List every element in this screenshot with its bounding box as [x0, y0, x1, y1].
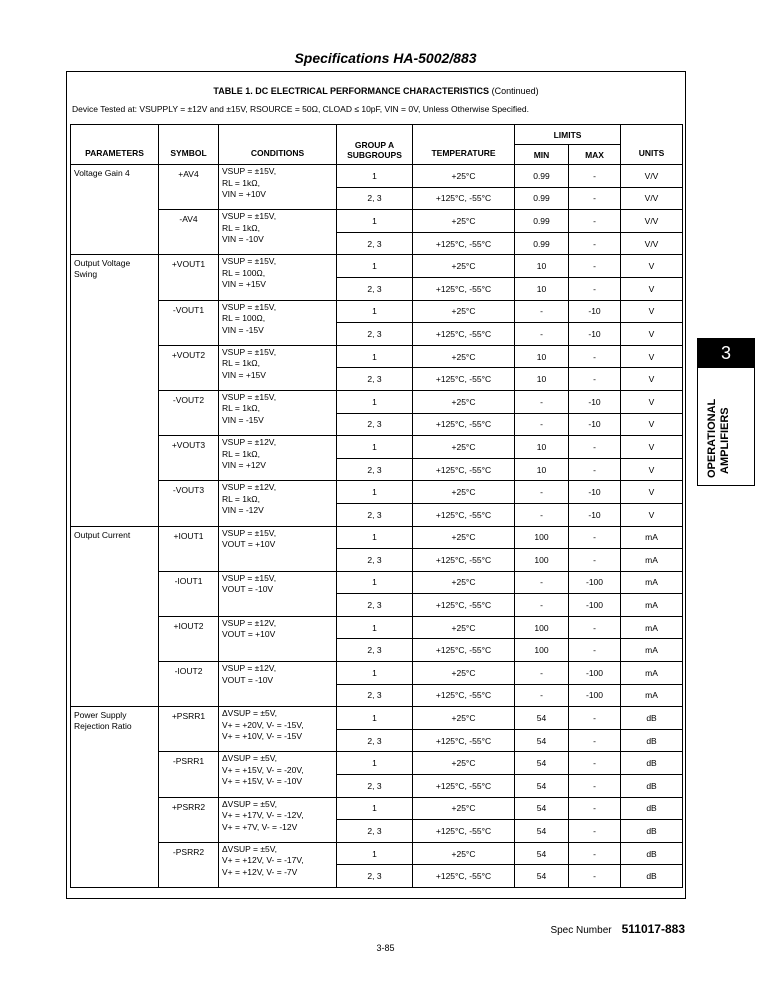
max-cell: - [569, 526, 621, 549]
conditions-cell [219, 345, 337, 390]
min-cell: 100 [515, 639, 569, 662]
max-cell: -10 [569, 503, 621, 526]
subgroup-cell: 2, 3 [337, 729, 413, 752]
min-cell: 10 [515, 345, 569, 368]
symbol-cell: +PSRR1 [159, 707, 219, 752]
min-cell: - [515, 571, 569, 594]
condition-line: VSUP = ±15V, [222, 391, 277, 402]
conditions-cell [219, 300, 337, 345]
min-cell: 0.99 [515, 232, 569, 255]
table-row [71, 662, 683, 685]
spec-number-footer [550, 922, 685, 936]
subgroup-cell: 1 [337, 345, 413, 368]
min-cell: 54 [515, 797, 569, 820]
min-cell: - [515, 684, 569, 707]
symbol-cell: +IOUT2 [159, 616, 219, 661]
page-title: Specifications HA-5002/883 [294, 50, 477, 66]
condition-line: VIN = +12V [222, 460, 266, 471]
max-cell: - [569, 436, 621, 459]
header-min: MIN [515, 145, 569, 165]
condition-line: RL = 1kΩ, [222, 403, 260, 414]
units-cell: V/V [621, 232, 683, 255]
subgroup-cell: 1 [337, 436, 413, 459]
min-cell: 54 [515, 729, 569, 752]
subgroup-cell: 1 [337, 210, 413, 233]
temperature-cell: +25°C [413, 300, 515, 323]
units-cell: dB [621, 842, 683, 865]
symbol-cell: +AV4 [159, 165, 219, 210]
condition-line: VOUT = +10V [222, 539, 276, 549]
min-cell: - [515, 300, 569, 323]
condition-line: VSUP = ±12V, [222, 663, 277, 674]
condition-line: V+ = +7V, V- = -12V [222, 821, 298, 832]
header-max: MAX [569, 145, 621, 165]
max-cell: - [569, 797, 621, 820]
table-row [71, 752, 683, 775]
units-cell: V [621, 300, 683, 323]
min-cell: 54 [515, 865, 569, 888]
min-cell: - [515, 662, 569, 685]
subgroup-cell: 1 [337, 255, 413, 278]
table-row [71, 345, 683, 368]
subgroup-cell: 2, 3 [337, 413, 413, 436]
conditions-cell [219, 571, 337, 616]
min-cell: 10 [515, 255, 569, 278]
condition-line: VIN = -15V [222, 414, 264, 425]
conditions-cell [219, 165, 337, 210]
min-cell: - [515, 481, 569, 504]
temperature-cell: +125°C, -55°C [413, 684, 515, 707]
max-cell: - [569, 165, 621, 188]
units-cell: mA [621, 526, 683, 549]
min-cell: - [515, 390, 569, 413]
table-row [71, 616, 683, 639]
subgroup-cell: 1 [337, 481, 413, 504]
min-cell: 10 [515, 368, 569, 391]
conditions-cell [219, 707, 337, 752]
units-cell: V [621, 255, 683, 278]
condition-line: VIN = +15V [222, 279, 266, 290]
condition-line: RL = 1kΩ, [222, 177, 260, 188]
condition-line: VSUP = ±15V, [222, 346, 277, 357]
temperature-cell: +125°C, -55°C [413, 865, 515, 888]
table-row [71, 481, 683, 504]
table-title-continued: (Continued) [491, 86, 539, 96]
section-label-line2: AMPLIFIERS [719, 407, 731, 474]
temperature-cell: +125°C, -55°C [413, 594, 515, 617]
section-number: 3 [697, 338, 755, 368]
condition-line: VOUT = +10V [222, 629, 276, 640]
temperature-cell: +25°C [413, 210, 515, 233]
units-cell: dB [621, 752, 683, 775]
subgroup-cell: 1 [337, 571, 413, 594]
condition-line: VSUP = ±15V, [222, 301, 277, 312]
temperature-cell: +25°C [413, 436, 515, 459]
symbol-cell: -PSRR2 [159, 842, 219, 887]
max-cell: -100 [569, 662, 621, 685]
condition-line: ΔVSUP = ±5V, [222, 753, 278, 764]
conditions-cell [219, 390, 337, 435]
subgroup-cell: 2, 3 [337, 775, 413, 798]
table-row [71, 255, 683, 278]
table-title-text: TABLE 1. DC ELECTRICAL PERFORMANCE CHARACTERISTICS [213, 86, 490, 96]
table-row [71, 210, 683, 233]
condition-line: VIN = -15V [222, 324, 264, 335]
max-cell: - [569, 210, 621, 233]
table-row [71, 436, 683, 459]
condition-line: V+ = +17V, V- = -12V, [222, 810, 304, 821]
units-cell: dB [621, 707, 683, 730]
min-cell: - [515, 594, 569, 617]
device-tested-line: Device Tested at: VSUPPLY = ±12V and ±15V, RSOURCE = 50Ω, CLOAD ≤ 10pF, VIN = 0V, Unless Otherwise Specified. [72, 104, 529, 114]
condition-line: VIN = +15V [222, 369, 266, 380]
symbol-cell: -VOUT3 [159, 481, 219, 526]
max-cell: - [569, 187, 621, 210]
subgroup-cell: 1 [337, 797, 413, 820]
units-cell: dB [621, 820, 683, 843]
condition-line: ΔVSUP = ±5V, [222, 798, 278, 809]
header-conditions: CONDITIONS [219, 125, 337, 165]
table-row [71, 526, 683, 549]
symbol-cell: -IOUT2 [159, 662, 219, 707]
units-cell: mA [621, 571, 683, 594]
temperature-cell: +125°C, -55°C [413, 639, 515, 662]
conditions-cell [219, 436, 337, 481]
header-parameters: PARAMETERS [71, 125, 159, 165]
min-cell: 10 [515, 458, 569, 481]
table-title [66, 86, 686, 96]
symbol-cell: -AV4 [159, 210, 219, 255]
conditions-cell [219, 842, 337, 887]
subgroup-cell: 1 [337, 300, 413, 323]
conditions-cell [219, 752, 337, 797]
max-cell: - [569, 255, 621, 278]
units-cell: mA [621, 549, 683, 572]
symbol-cell: +IOUT1 [159, 526, 219, 571]
units-cell: V [621, 390, 683, 413]
subgroup-cell: 1 [337, 842, 413, 865]
units-cell: mA [621, 684, 683, 707]
temperature-cell: +125°C, -55°C [413, 232, 515, 255]
temperature-cell: +25°C [413, 752, 515, 775]
condition-line: VOUT = -10V [222, 584, 274, 595]
header-symbol: SYMBOL [159, 125, 219, 165]
units-cell: V/V [621, 187, 683, 210]
table-row [71, 390, 683, 413]
max-cell: - [569, 345, 621, 368]
page-number: 3-85 [376, 943, 395, 953]
temperature-cell: +125°C, -55°C [413, 413, 515, 436]
condition-line: RL = 1kΩ, [222, 222, 260, 233]
section-label [706, 399, 732, 478]
subgroup-cell: 2, 3 [337, 232, 413, 255]
condition-line: VSUP = ±12V, [222, 617, 277, 628]
max-cell: - [569, 865, 621, 888]
temperature-cell: +125°C, -55°C [413, 503, 515, 526]
condition-line: ΔVSUP = ±5V, [222, 708, 278, 719]
max-cell: - [569, 820, 621, 843]
max-cell: - [569, 549, 621, 572]
condition-line: V+ = +15V, V- = -20V, [222, 764, 304, 775]
min-cell: 54 [515, 752, 569, 775]
condition-line: RL = 100Ω, [222, 313, 266, 324]
dc-characteristics-table [70, 124, 683, 888]
max-cell: -10 [569, 413, 621, 436]
temperature-cell: +25°C [413, 571, 515, 594]
subgroup-cell: 2, 3 [337, 549, 413, 572]
max-cell: - [569, 368, 621, 391]
units-cell: dB [621, 797, 683, 820]
max-cell: - [569, 232, 621, 255]
max-cell: - [569, 752, 621, 775]
spec-number: 511017-883 [621, 922, 685, 936]
units-cell: V/V [621, 165, 683, 188]
condition-line: ΔVSUP = ±5V, [222, 843, 278, 854]
condition-line: VSUP = ±12V, [222, 437, 277, 448]
symbol-cell: -PSRR1 [159, 752, 219, 797]
condition-line: V+ = +10V, V- = -15V [222, 731, 303, 742]
temperature-cell: +125°C, -55°C [413, 187, 515, 210]
header-temperature: TEMPERATURE [413, 125, 515, 165]
subgroup-cell: 1 [337, 526, 413, 549]
max-cell: -100 [569, 594, 621, 617]
min-cell: 10 [515, 436, 569, 459]
units-cell: V [621, 413, 683, 436]
symbol-cell: +VOUT2 [159, 345, 219, 390]
subgroup-cell: 2, 3 [337, 865, 413, 888]
table-body [71, 165, 683, 888]
temperature-cell: +25°C [413, 255, 515, 278]
parameter-name: Output Voltage Swing [71, 255, 159, 526]
subgroup-cell: 1 [337, 616, 413, 639]
condition-line: VIN = +10V [222, 189, 266, 199]
units-cell: mA [621, 616, 683, 639]
max-cell: -100 [569, 684, 621, 707]
temperature-cell: +125°C, -55°C [413, 729, 515, 752]
min-cell: 54 [515, 820, 569, 843]
parameter-name: Voltage Gain 4 [71, 165, 159, 255]
max-cell: - [569, 729, 621, 752]
table-row [71, 707, 683, 730]
condition-line: VSUP = ±12V, [222, 482, 277, 493]
units-cell: V [621, 323, 683, 346]
subgroup-cell: 1 [337, 390, 413, 413]
header-limits: LIMITS [515, 125, 621, 145]
units-cell: mA [621, 662, 683, 685]
condition-line: VSUP = ±15V, [222, 211, 277, 222]
temperature-cell: +125°C, -55°C [413, 775, 515, 798]
min-cell: 54 [515, 842, 569, 865]
condition-line: RL = 100Ω, [222, 267, 266, 278]
units-cell: V [621, 436, 683, 459]
temperature-cell: +25°C [413, 662, 515, 685]
subgroup-cell: 2, 3 [337, 820, 413, 843]
max-cell: - [569, 277, 621, 300]
parameter-name: Output Current [71, 526, 159, 707]
table-row [71, 165, 683, 188]
temperature-cell: +25°C [413, 526, 515, 549]
table-row [71, 797, 683, 820]
condition-line: VSUP = ±15V, [222, 572, 277, 583]
units-cell: V [621, 481, 683, 504]
table-row [71, 571, 683, 594]
condition-line: VSUP = ±15V, [222, 166, 277, 176]
max-cell: -10 [569, 481, 621, 504]
symbol-cell: -VOUT1 [159, 300, 219, 345]
min-cell: 0.99 [515, 187, 569, 210]
section-label-line1: OPERATIONAL [706, 398, 718, 478]
max-cell: -10 [569, 323, 621, 346]
temperature-cell: +125°C, -55°C [413, 368, 515, 391]
temperature-cell: +125°C, -55°C [413, 323, 515, 346]
table-row [71, 842, 683, 865]
subgroup-cell: 1 [337, 662, 413, 685]
subgroup-cell: 2, 3 [337, 503, 413, 526]
units-cell: V [621, 345, 683, 368]
subgroup-cell: 2, 3 [337, 323, 413, 346]
subgroup-cell: 1 [337, 752, 413, 775]
conditions-cell [219, 255, 337, 300]
temperature-cell: +125°C, -55°C [413, 277, 515, 300]
max-cell: - [569, 458, 621, 481]
max-cell: - [569, 707, 621, 730]
conditions-cell [219, 797, 337, 842]
min-cell: 54 [515, 775, 569, 798]
conditions-cell [219, 210, 337, 255]
subgroup-cell: 2, 3 [337, 277, 413, 300]
min-cell: 54 [515, 707, 569, 730]
max-cell: - [569, 842, 621, 865]
spec-number-label: Spec Number [550, 925, 612, 936]
temperature-cell: +25°C [413, 390, 515, 413]
min-cell: 0.99 [515, 165, 569, 188]
condition-line: VIN = -10V [222, 234, 264, 245]
max-cell: -10 [569, 390, 621, 413]
max-cell: - [569, 639, 621, 662]
temperature-cell: +25°C [413, 842, 515, 865]
condition-line: V+ = +20V, V- = -15V, [222, 719, 304, 730]
table-row [71, 300, 683, 323]
units-cell: V [621, 277, 683, 300]
units-cell: V [621, 368, 683, 391]
temperature-cell: +25°C [413, 616, 515, 639]
max-cell: -10 [569, 300, 621, 323]
units-cell: V/V [621, 210, 683, 233]
subgroup-cell: 2, 3 [337, 368, 413, 391]
conditions-cell [219, 616, 337, 661]
subgroup-cell: 1 [337, 165, 413, 188]
min-cell: 100 [515, 526, 569, 549]
conditions-cell [219, 662, 337, 707]
subgroup-cell: 2, 3 [337, 594, 413, 617]
temperature-cell: +125°C, -55°C [413, 820, 515, 843]
condition-line: V+ = +12V, V- = -17V, [222, 855, 304, 866]
min-cell: 0.99 [515, 210, 569, 233]
symbol-cell: +VOUT1 [159, 255, 219, 300]
units-cell: V [621, 503, 683, 526]
min-cell: - [515, 323, 569, 346]
units-cell: V [621, 458, 683, 481]
header-units: UNITS [621, 125, 683, 165]
condition-line: RL = 1kΩ, [222, 358, 260, 369]
max-cell: - [569, 775, 621, 798]
temperature-cell: +25°C [413, 345, 515, 368]
units-cell: dB [621, 775, 683, 798]
header-group-a: GROUP A SUBGROUPS [337, 125, 413, 165]
max-cell: -100 [569, 571, 621, 594]
parameter-name: Power Supply Rejection Ratio [71, 707, 159, 888]
min-cell: 10 [515, 277, 569, 300]
symbol-cell: +PSRR2 [159, 797, 219, 842]
units-cell: mA [621, 594, 683, 617]
conditions-cell [219, 526, 337, 571]
max-cell: - [569, 616, 621, 639]
min-cell: 100 [515, 616, 569, 639]
temperature-cell: +25°C [413, 481, 515, 504]
condition-line: VSUP = ±15V, [222, 256, 277, 267]
min-cell: - [515, 413, 569, 436]
units-cell: dB [621, 865, 683, 888]
temperature-cell: +25°C [413, 707, 515, 730]
temperature-cell: +125°C, -55°C [413, 549, 515, 572]
temperature-cell: +25°C [413, 797, 515, 820]
subgroup-cell: 2, 3 [337, 458, 413, 481]
condition-line: V+ = +15V, V- = -10V [222, 776, 303, 787]
condition-line: VIN = -12V [222, 505, 264, 516]
subgroup-cell: 2, 3 [337, 684, 413, 707]
subgroup-cell: 2, 3 [337, 187, 413, 210]
subgroup-cell: 1 [337, 707, 413, 730]
min-cell: - [515, 503, 569, 526]
symbol-cell: -IOUT1 [159, 571, 219, 616]
min-cell: 100 [515, 549, 569, 572]
condition-line: RL = 1kΩ, [222, 493, 260, 504]
temperature-cell: +25°C [413, 165, 515, 188]
condition-line: V+ = +12V, V- = -7V [222, 866, 298, 877]
subgroup-cell: 2, 3 [337, 639, 413, 662]
symbol-cell: -VOUT2 [159, 390, 219, 435]
units-cell: dB [621, 729, 683, 752]
temperature-cell: +125°C, -55°C [413, 458, 515, 481]
condition-line: VOUT = -10V [222, 674, 274, 685]
conditions-cell [219, 481, 337, 526]
condition-line: VSUP = ±15V, [222, 527, 277, 538]
condition-line: RL = 1kΩ, [222, 448, 260, 459]
units-cell: mA [621, 639, 683, 662]
symbol-cell: +VOUT3 [159, 436, 219, 481]
